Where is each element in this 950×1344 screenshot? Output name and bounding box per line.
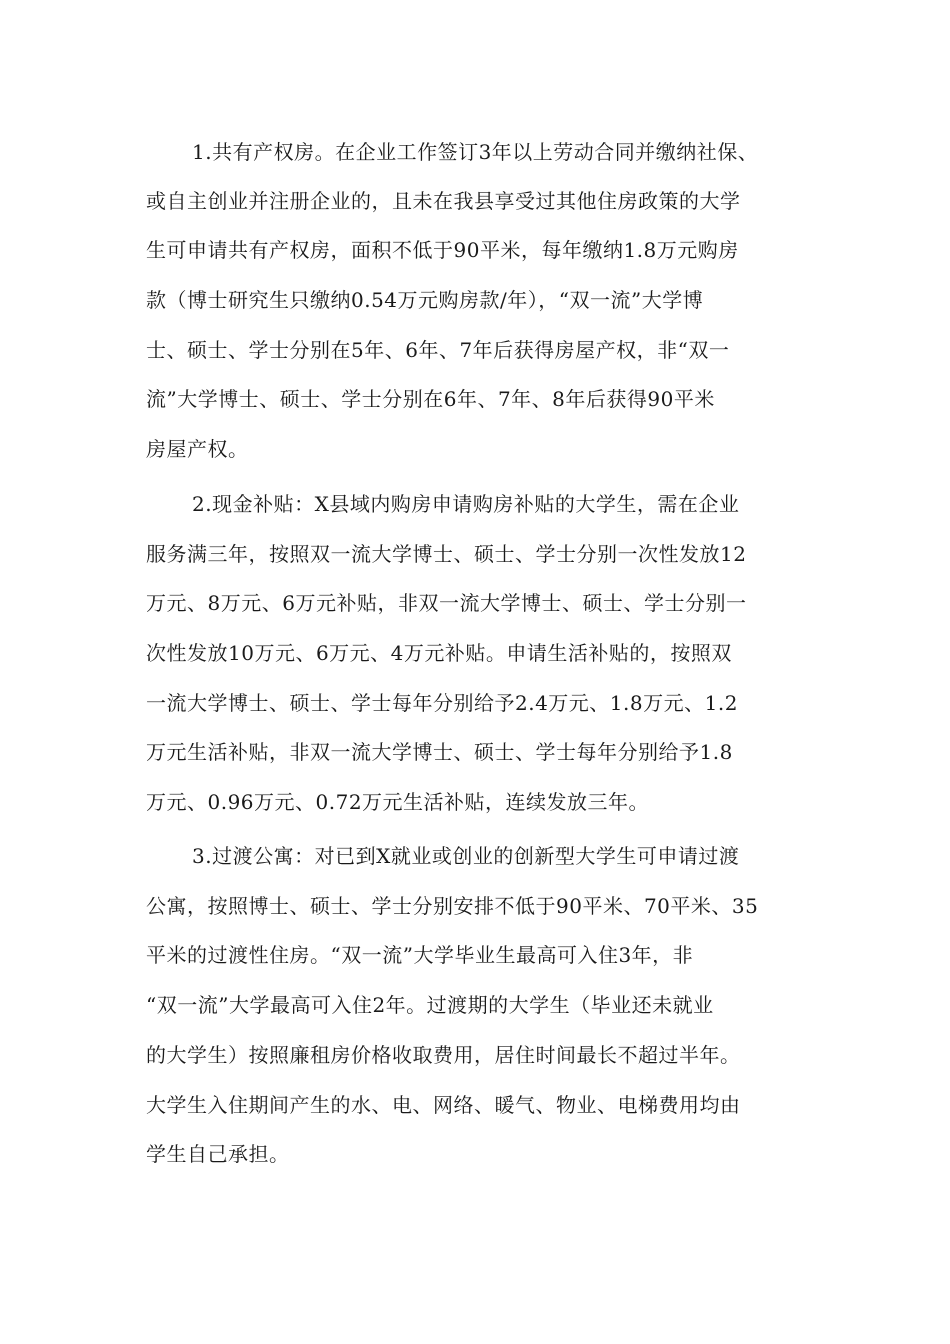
paragraph-1-line-4: 款（博士研究生只缴纳0.54万元购房款/年），“双一流”大学博 — [146, 288, 704, 312]
paragraph-2-line-4: 次性发放10万元、6万元、4万元补贴。申请生活补贴的，按照双 — [146, 641, 732, 665]
paragraph-2-line-5: 一流大学博士、硕士、学士每年分别给予2.4万元、1.8万元、1.2 — [146, 691, 738, 715]
paragraph-1-line-1: 1.共有产权房。在企业工作签订3年以上劳动合同并缴纳社保、 — [192, 140, 759, 164]
paragraph-1-line-6: 流”大学博士、硕士、学士分别在6年、7年、8年后获得90平米 — [146, 387, 715, 411]
paragraph-2-line-3: 万元、8万元、6万元补贴，非双一流大学博士、硕士、学士分别一 — [146, 591, 747, 615]
paragraph-3-line-6: 大学生入住期间产生的水、电、网络、暖气、物业、电梯费用均由 — [146, 1093, 741, 1117]
paragraph-3-line-1: 3.过渡公寓：对已到X就业或创业的创新型大学生可申请过渡 — [192, 844, 740, 868]
paragraph-3-line-3: 平米的过渡性住房。“双一流”大学毕业生最高可入住3年，非 — [146, 943, 694, 967]
paragraph-3-line-2: 公寓，按照博士、硕士、学士分别安排不低于90平米、70平米、35 — [146, 894, 759, 918]
paragraph-2-line-6: 万元生活补贴，非双一流大学博士、硕士、学士每年分别给予1.8 — [146, 740, 733, 764]
paragraph-1-line-3: 生可申请共有产权房，面积不低于90平米，每年缴纳1.8万元购房 — [146, 238, 739, 262]
paragraph-2-line-7: 万元、0.96万元、0.72万元生活补贴，连续发放三年。 — [146, 790, 650, 814]
paragraph-1-line-2: 或自主创业并注册企业的，且未在我县享受过其他住房政策的大学 — [146, 189, 741, 213]
paragraph-1-line-7: 房屋产权。 — [146, 437, 249, 461]
paragraph-3-line-7: 学生自己承担。 — [146, 1142, 290, 1166]
paragraph-3-line-4: “双一流”大学最高可入住2年。过渡期的大学生（毕业还未就业 — [146, 993, 714, 1017]
paragraph-3-line-5: 的大学生）按照廉租房价格收取费用，居住时间最长不超过半年。 — [146, 1043, 741, 1067]
paragraph-2-line-2: 服务满三年，按照双一流大学博士、硕士、学士分别一次性发放12 — [146, 542, 747, 566]
paragraph-1-line-5: 士、硕士、学士分别在5年、6年、7年后获得房屋产权，非“双一 — [146, 338, 730, 362]
paragraph-2-line-1: 2.现金补贴：X县域内购房申请购房补贴的大学生，需在企业 — [192, 492, 740, 516]
